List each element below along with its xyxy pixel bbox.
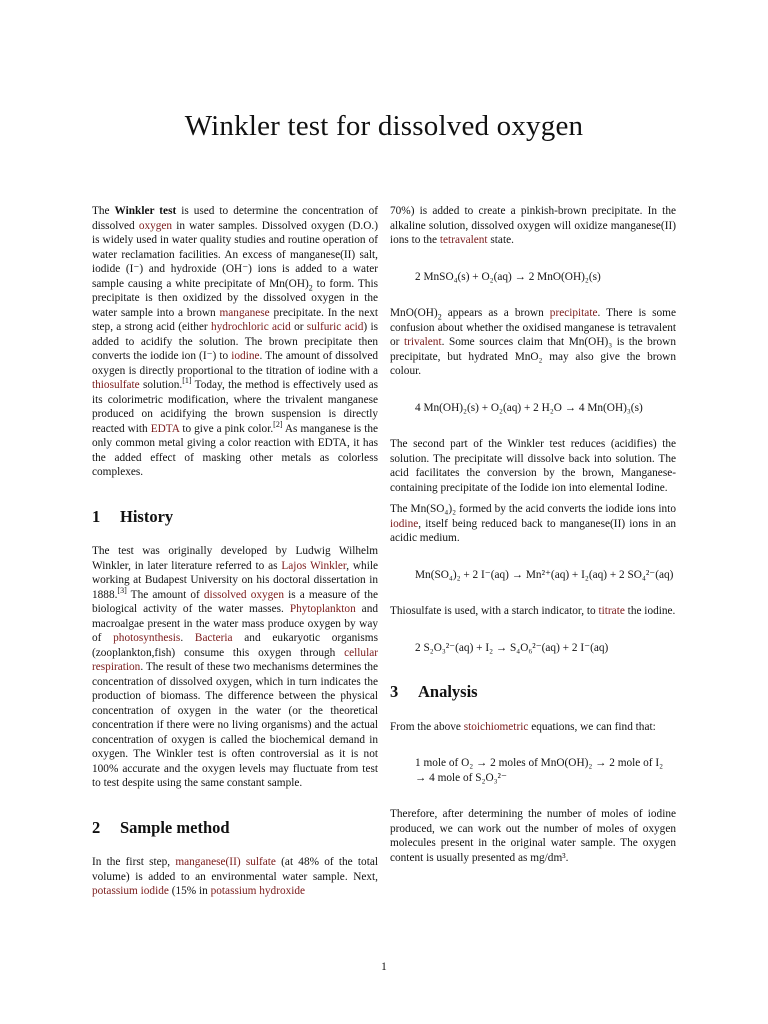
link-cellular-respiration[interactable]: cellular respiration	[92, 646, 378, 673]
link-stoichiometric[interactable]: stoichiometric	[463, 720, 529, 733]
link-manganese-sulfate[interactable]: manganese(II) sulfate	[175, 856, 276, 868]
section-heading-history: 1 History	[92, 506, 174, 526]
link-manganese[interactable]: manganese	[219, 306, 270, 319]
link-potassium-iodide[interactable]: potassium iodide	[92, 885, 169, 897]
equation-4: 2 S₂O₃²⁻(aq) + I₂ → S₄O₆²⁻(aq) + 2 I⁻(aq)	[415, 641, 609, 654]
link-thiosulfate[interactable]: thiosulfate	[92, 379, 140, 391]
sample-paragraph-continued: 70%) is added to create a pinkish-brown precipitate. In the alkaline solution, dissolved oxygen will oxidize manganese(II) ions to the tetravalent state.	[390, 205, 676, 246]
link-iodine[interactable]: iodine	[231, 350, 260, 362]
section-heading-analysis: 3 Analysis	[390, 682, 478, 701]
link-dissolved-oxygen[interactable]: dissolved oxygen	[203, 588, 284, 601]
equation-5: 1 mole of O₂ → 2 moles of MnO(OH)₂ → 2 mole of I₂ → 4 mole of S₂O₃²⁻	[415, 757, 664, 784]
link-phytoplankton[interactable]: Phytoplankton	[289, 603, 356, 615]
ref-link[interactable]: [2]	[273, 419, 283, 429]
link-iodine-2[interactable]: iodine	[390, 517, 419, 530]
equation-2: 4 Mn(OH)₂(s) + O₂(aq) + 2 H₂O → 4 Mn(OH)₃(s)	[415, 401, 643, 414]
sample-paragraph-start: In the first step, manganese(II) sulfate (at 48% of the total volume) is added to an environmental water sample. Next, potassium iodide (15% in potassium hydroxide	[92, 856, 378, 897]
link-photosynthesis[interactable]: photosynthesis	[113, 632, 181, 644]
link-hydrochloric-acid[interactable]: hydrochloric acid	[210, 321, 291, 333]
link-precipitate[interactable]: precipitate	[549, 307, 598, 319]
section-heading-sample-method: 2 Sample method	[92, 817, 230, 837]
link-titrate[interactable]: titrate	[598, 605, 625, 617]
equation-3: Mn(SO₄)₂ + 2 I⁻(aq) → Mn²⁺(aq) + I₂(aq) + 2 SO₄²⁻(aq)	[415, 568, 674, 581]
link-bacteria[interactable]: Bacteria	[194, 632, 233, 644]
precipitate-paragraph: $MnO(OH)_2$ appears as a brown precipitate. There is some confusion about whether the oxidised manganese is tetravalent or trivalent. Some sources claim that Mn(OH)₃ is the brown precipitate, but hydrated MnO₂ may also give the brown colour.	[390, 307, 676, 377]
iodide-paragraph: The Mn(SO₄)₂ formed by the acid converts the iodide ions into iodine, itself being reduced back to manganese(II) ions in an acidic medium.	[390, 503, 676, 544]
left-column	[92, 204, 378, 899]
page-number: 1	[381, 961, 387, 973]
history-paragraph: The test was originally developed by Ludwig Wilhelm Winkler, in later literature referred to as Lajos Winkler, while working at Budapest University on his doctoral dissertation in 1888.[3] The amount of dissolved oxygen is a measure of the biological activity of the water masses. Phytoplankton and macroalgae present in the water mass produce oxygen by way of photosynthesis. Bacteria and eukaryotic organisms (zooplankton,fish) consume this oxygen through cellular respiration. The result of these two mechanisms determines the concentration of dissolved oxygen, which in turn indicates the production of biomass. The difference between the physical concentration of oxygen in the water (or the theoretical concentration if there were no living organisms) and the actual concentration of oxygen is called the biochemical demand in oxygen. The Winkler test is often controversial as it is not 100% accurate and the oxygen levels may fluctuate from test to test despite using the same constant sample.	[92, 545, 378, 789]
link-lajos-winkler[interactable]: Lajos Winkler	[281, 559, 347, 572]
right-column	[390, 204, 676, 865]
analysis-conclusion-paragraph: Therefore, after determining the number of moles of iodine produced, we can work out the number of moles of oxygen molecules present in the original water sample. The oxygen content is usually presented as mg/dm³.	[390, 808, 676, 864]
thiosulfate-paragraph: Thiosulfate is used, with a starch indicator, to titrate the iodine.	[390, 605, 676, 617]
analysis-paragraph: From the above stoichiometric equations, we can find that:	[390, 720, 656, 733]
link-edta[interactable]: EDTA	[150, 422, 180, 435]
link-potassium-hydroxide[interactable]: potassium hydroxide	[210, 885, 306, 897]
equation-1: 2 MnSO₄(s) + O₂(aq) → 2 MnO(OH)₂(s)	[415, 270, 601, 283]
intro-paragraph: The Winkler test is used to determine the concentration of dissolved oxygen in water samples. Dissolved oxygen (D.O.) is widely used in water quality studies and routine operation of water reclamation facilities. An excess of manganese(II) salt, iodide (I⁻) and hydroxide (OH⁻) ions is added to a water sample causing a white precipitate of $Mn(OH)_2$ to form. This precipitate is then oxidized by the dissolved oxygen in the water sample into a brown manganese precipitate. In the next step, a strong acid (either hydrochloric acid or sulfuric acid) is added to acidify the solution. The brown precipitate then converts the iodide ion (I⁻) to iodine. The amount of dissolved oxygen is directly proportional to the titration of iodine with a thiosulfate solution.[1] Today, the method is effectively used as its colorimetric modification, where the trivalent manganese produced on acidifying the brown suspension is directly reacted with EDTA to give a pink color.[2] As manganese is the only common metal giving a color reaction with EDTA, it has the added effect of masking other metals as colorless complexes.	[92, 205, 379, 478]
bold-term: Winkler test	[114, 205, 177, 217]
link-tetravalent[interactable]: tetravalent	[439, 234, 488, 246]
link-sulfuric-acid[interactable]: sulfuric acid	[306, 321, 364, 333]
acidify-paragraph: The second part of the Winkler test reduces (acidifies) the solution. The precipitate will dissolve back into solution. The acid facilitates the conversion by the brown, Manganese-containing precipitate of the Iodide ion into elemental Iodine.	[390, 438, 676, 494]
link-trivalent[interactable]: trivalent	[403, 336, 442, 348]
ref-link[interactable]: [3]	[117, 585, 127, 595]
link-oxygen[interactable]: oxygen	[138, 219, 173, 232]
page-title: Winkler test for dissolved oxygen	[184, 110, 584, 142]
ref-link[interactable]: [1]	[182, 376, 192, 386]
